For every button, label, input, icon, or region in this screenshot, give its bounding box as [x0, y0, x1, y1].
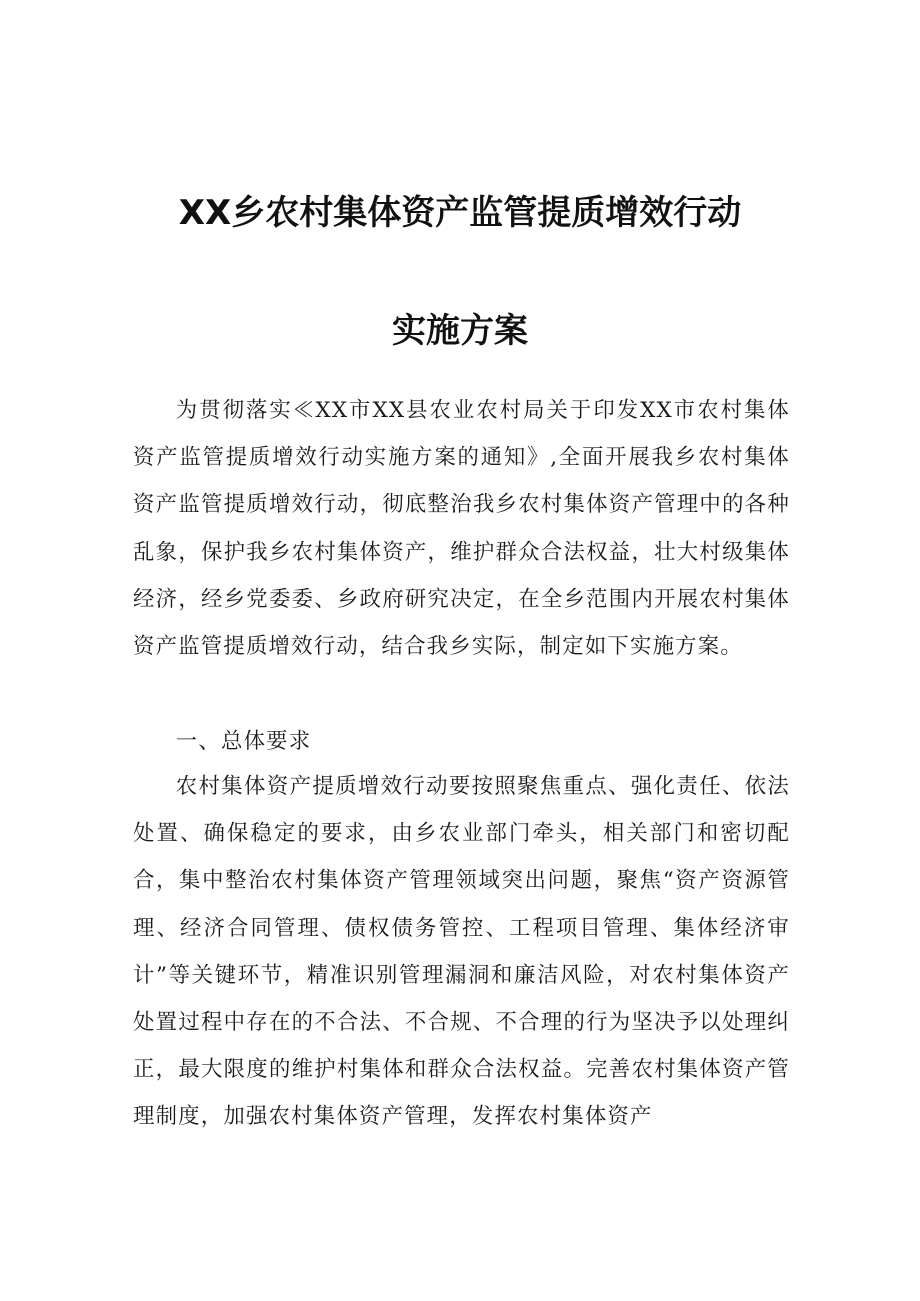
section-heading-general-requirements: 一、总体要求: [175, 729, 312, 754]
intro-paragraph: 为贯彻落实≪XX市XX县农业农村局关于印发XX市农村集体资产监管提质增效行动实施方案的通知》,全面开展我乡农村集体资产监管提质增效行动，彻底整治我乡农村集体资产管理中的各种乱象，保护我乡农村集体资产，维护群众合法权益，壮大村级集体经济，经乡党委委、乡政府研究决定，在全乡范围内开展农村集体资产监管提质增效行动，结合我乡实际，制定如下实施方案。: [133, 398, 790, 660]
general-requirements-paragraph: 农村集体资产提质增效行动要按照聚焦重点、强化责任、依法处置、确保稳定的要求，由乡农业部门牵头，相关部门和密切配合，集中整治农村集体资产管理领域突出问题，聚焦“资产资源管理、经济合同管理、债权债务管控、工程项目管理、集体经济审计”等关键环节，精准识别管理漏洞和廉洁风险，对农村集体资产处置过程中存在的不合法、不合规、不合理的行为坚决予以处理纠正，最大限度的维护村集体和群众合法权益。完善农村集体资产管理制度，加强农村集体资产管理，发挥农村集体资产: [133, 774, 790, 1130]
document-title-line-1: XX乡农村集体资产监管提质增效行动: [178, 193, 742, 233]
document-title-line-2: 实施方案: [392, 311, 528, 351]
